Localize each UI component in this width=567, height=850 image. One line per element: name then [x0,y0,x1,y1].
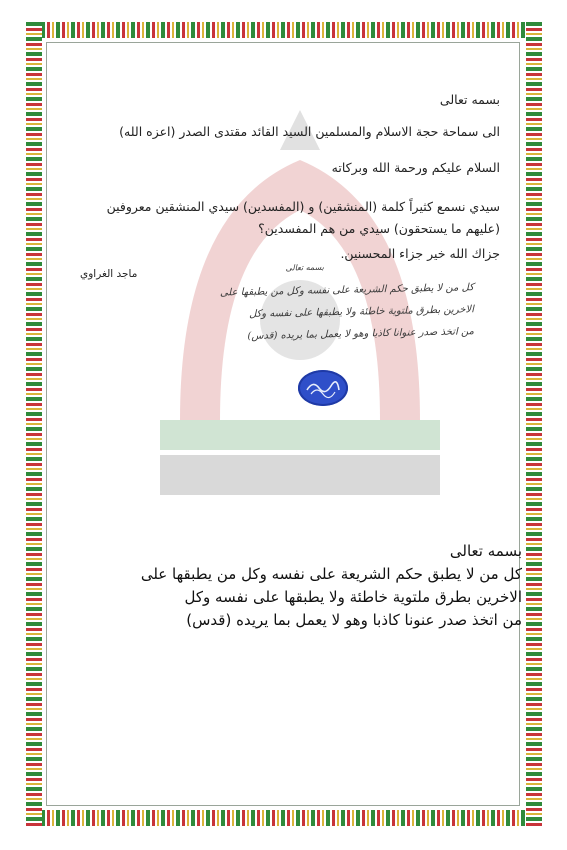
handwritten-line: الاخرين بطرق ملتوية خاطئة ولا يطبقها على نفسه وكل [248,304,475,320]
typed-transcription [62,540,522,632]
letter-thanks: جزاك الله خير جزاء المحسنين. [340,246,500,261]
transcription-line-4: من اتخذ صدر عنونا كاذبا وهو لا يعمل بما يريده (قدس) [186,611,522,629]
letter-signature: ماجد الغراوي [80,268,138,280]
letter-salutation: السلام عليكم ورحمة الله وبركاته [331,160,500,175]
handwritten-reply [204,258,474,346]
handwritten-line: كل من لا يطبق حكم الشريعة على نفسه وكل من يطبقها على [219,282,475,299]
transcription-line-2: كل من لا يطبق حكم الشريعة على نفسه وكل من يطبقها على [140,565,522,583]
decorative-border-left [26,22,42,826]
seal-icon [303,376,343,400]
letter-greeting: بسمه تعالى [439,92,500,107]
handwritten-line: بسمه تعالى [285,262,325,273]
transcription-line-1: بسمه تعالى [449,542,522,560]
letter-body: سيدي نسمع كثيراً كلمة (المنشقين) و (المفسدين) سيدي المنشقين معروفين (عليهم ما يستحقون) سيدي من هم المفسدين؟ [106,199,500,236]
transcription-line-3: الاخرين بطرق ملتوية خاطئة ولا يطبقها على نفسه وكل [184,588,522,606]
decorative-border-right [526,22,542,826]
decorative-border-bottom [26,810,542,826]
handwritten-line: من اتخذ صدر عنوانا كاذبا وهو لا يعمل بما يريده (قدس) [247,326,475,342]
official-seal-stamp [298,370,348,406]
letter-addressee: الى سماحة حجة الاسلام والمسلمين السيد القائد مقتدى الصدر (اعزه الله) [119,124,500,139]
decorative-border-top [26,22,542,38]
